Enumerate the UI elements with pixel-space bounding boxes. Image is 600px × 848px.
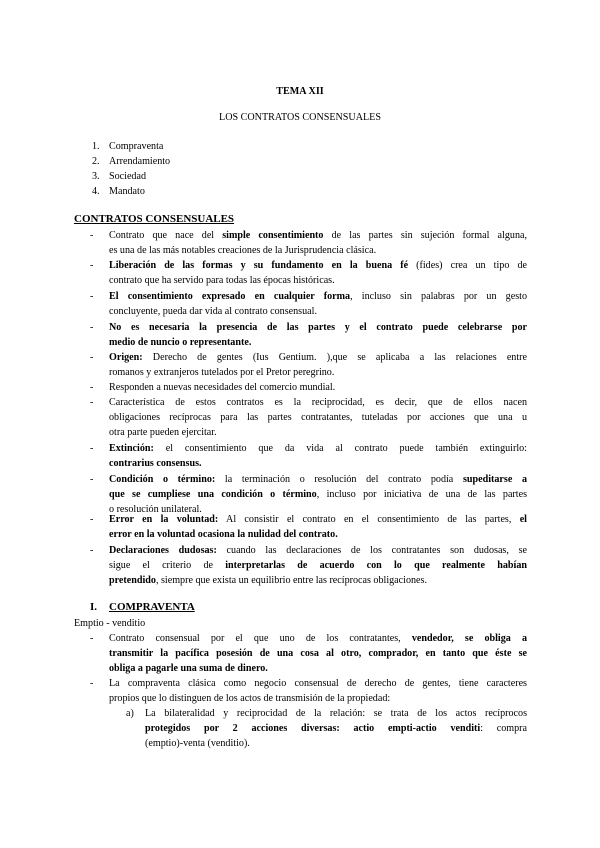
text-run: es una de las más notables creaciones de la Jurisprudencia clásica. xyxy=(109,245,377,257)
text-line xyxy=(109,335,527,350)
bold-text-run: No es necesaria la presencia de las partes y el contrato puede celebrarse por xyxy=(109,322,527,333)
text-run: (emptio)-venta (venditio). xyxy=(145,738,250,750)
text-run: cuando las declaraciones de los contratantes son dudosas, se xyxy=(216,545,527,556)
text-line xyxy=(109,527,527,542)
index-item-compraventa: Compraventa xyxy=(109,141,164,152)
text-line xyxy=(109,573,527,588)
text-line xyxy=(109,365,527,380)
text-run: , incluso sin palabras por un gesto xyxy=(350,291,527,302)
section-heading-contratos: CONTRATOS CONSENSUALES xyxy=(74,213,235,225)
bullet-dash: - xyxy=(90,352,94,363)
bold-text-run: que se cumpliese una condición o término xyxy=(109,489,317,501)
bold-text-run: supeditarse a xyxy=(462,474,527,485)
bold-text-run: Extinción: xyxy=(109,443,154,454)
text-line xyxy=(109,425,527,440)
text-run: , incluso por iniciativa de una de las partes xyxy=(316,489,527,501)
section-heading-compraventa: COMPRAVENTA xyxy=(109,601,195,613)
text-line xyxy=(109,304,527,319)
bullet-dash: - xyxy=(90,397,94,408)
bold-text-run: interpretarlas de acuerdo con lo que realmente habían xyxy=(225,560,527,572)
text-run: Característica de estos contratos es la reciprocidad, es decir, que de ellos nacen xyxy=(109,397,527,408)
bold-text-run: error en la voluntad ocasiona la nulidad del contrato. xyxy=(109,529,338,541)
bold-text-run: medio de nuncio o representante. xyxy=(109,337,252,349)
bold-text-run: contrarius consensus. xyxy=(109,458,202,470)
bullet-dash: - xyxy=(90,291,94,302)
bold-text-run: Declaraciones dudosas: xyxy=(109,545,217,556)
text-line xyxy=(109,456,527,471)
text-line xyxy=(109,558,527,573)
text-line xyxy=(109,395,527,410)
text-run: concluyente, pueda dar vida al contrato consensual. xyxy=(109,306,317,318)
text-run: La bilateralidad y reciprocidad de la relación: se trata de los actos recíprocos xyxy=(145,708,527,719)
index-item-mandato: Mandato xyxy=(109,186,145,197)
text-run: Contrato consensual por el que uno de los contratantes, xyxy=(109,633,412,644)
bold-text-run: Liberación de las formas y su fundamento en la buena fé xyxy=(109,260,409,271)
text-line xyxy=(109,228,527,243)
document-title: LOS CONTRATOS CONSENSUALES xyxy=(219,112,381,123)
text-line xyxy=(109,512,527,527)
text-line xyxy=(109,646,527,661)
bullet-dash: - xyxy=(90,230,94,241)
text-run: sigue el criterio de xyxy=(109,560,226,572)
text-run: (fides) crea un tipo de xyxy=(408,260,527,271)
bullet-dash: - xyxy=(90,260,94,271)
bullet-dash: - xyxy=(90,545,94,556)
index-number: 1. xyxy=(92,141,100,152)
text-line xyxy=(109,320,527,335)
text-run: , siempre que exista un equilibrio entre las recíprocas obligaciones. xyxy=(155,575,427,587)
bullet-dash: - xyxy=(90,514,94,525)
text-line xyxy=(145,706,527,721)
text-run: romanos y extranjeros tutelados por el Pretor peregrino. xyxy=(109,367,335,379)
text-run: Al consistir el contrato en el consentimiento de las partes, xyxy=(218,514,520,525)
text-line xyxy=(109,472,527,487)
text-line xyxy=(109,487,527,502)
text-line xyxy=(109,380,527,395)
index-item-sociedad: Sociedad xyxy=(109,171,146,182)
text-line xyxy=(109,676,527,691)
text-line xyxy=(109,543,527,558)
text-line xyxy=(109,441,527,456)
text-run: Derecho de gentes (Ius Gentium. ),que se aplicaba a las relaciones entre xyxy=(142,352,527,363)
text-run: el consentimiento que da vida al contrato puede también extinguirlo: xyxy=(153,443,527,454)
bold-text-run: Condición o término: xyxy=(109,474,216,485)
bullet-dash: - xyxy=(90,443,94,454)
text-run: Contrato que nace del xyxy=(109,230,223,241)
text-run: Responden a nuevas necesidades del comercio mundial. xyxy=(109,382,336,393)
text-line xyxy=(109,289,527,304)
text-line xyxy=(109,243,527,258)
text-line xyxy=(109,410,527,425)
bullet-dash: - xyxy=(90,474,94,485)
bold-text-run: transmitir la pacífica posesión de una cosa al otro, comprador, en tanto que éste se xyxy=(109,648,527,660)
bullet-dash: - xyxy=(90,633,94,644)
text-run: contrato que ha servido para todas las épocas históricas. xyxy=(109,275,335,287)
bold-text-run: pretendido xyxy=(109,575,156,587)
section-roman-numeral: I. xyxy=(90,601,98,613)
bold-text-run: Error en la voluntad: xyxy=(109,514,219,525)
tema-title: TEMA XII xyxy=(276,86,324,97)
text-line xyxy=(145,736,527,751)
bullet-dash: - xyxy=(90,322,94,333)
index-number: 4. xyxy=(92,186,100,197)
bold-text-run: simple consentimiento xyxy=(222,230,324,241)
subitem-marker: a) xyxy=(126,708,134,719)
index-number: 2. xyxy=(92,156,100,167)
text-run: la terminación o resolución del contrato podía xyxy=(215,474,463,485)
text-line xyxy=(109,273,527,288)
text-run: obligaciones recíprocas para las partes contratantes, tuteladas por acciones que una u xyxy=(109,412,527,424)
text-run: : compra xyxy=(480,723,527,735)
index-number: 3. xyxy=(92,171,100,182)
bullet-dash: - xyxy=(90,678,94,689)
text-line xyxy=(109,258,527,273)
bold-text-run: protegidos por 2 acciones diversas: actio empti-actio venditi xyxy=(145,723,481,735)
bold-text-run: El consentimiento expresado en cualquier forma xyxy=(109,291,351,302)
bold-text-run: Origen: xyxy=(109,352,143,363)
text-line xyxy=(109,631,527,646)
section-subtitle: Emptio - venditio xyxy=(74,618,146,629)
text-line xyxy=(145,721,527,736)
bold-text-run: vendedor, se obliga a xyxy=(411,633,527,644)
text-run: propios que lo distinguen de los actos de transmisión de la propiedad: xyxy=(109,693,391,705)
index-item-arrendamiento: Arrendamiento xyxy=(109,156,171,167)
bold-text-run: obliga a pagarle una suma de dinero. xyxy=(109,663,268,675)
bold-text-run: el xyxy=(519,514,527,525)
bullet-dash: - xyxy=(90,382,94,393)
text-run: La compraventa clásica como negocio consensual de derecho de gentes, tiene caracteres xyxy=(109,678,527,689)
text-run: de las partes sin sujeción formal alguna, xyxy=(323,230,527,241)
text-line xyxy=(109,661,527,676)
text-run: o resolución unilateral. xyxy=(109,504,202,516)
text-line xyxy=(109,350,527,365)
text-run: otra parte pueden ejercitar. xyxy=(109,427,217,439)
text-line xyxy=(109,691,527,706)
